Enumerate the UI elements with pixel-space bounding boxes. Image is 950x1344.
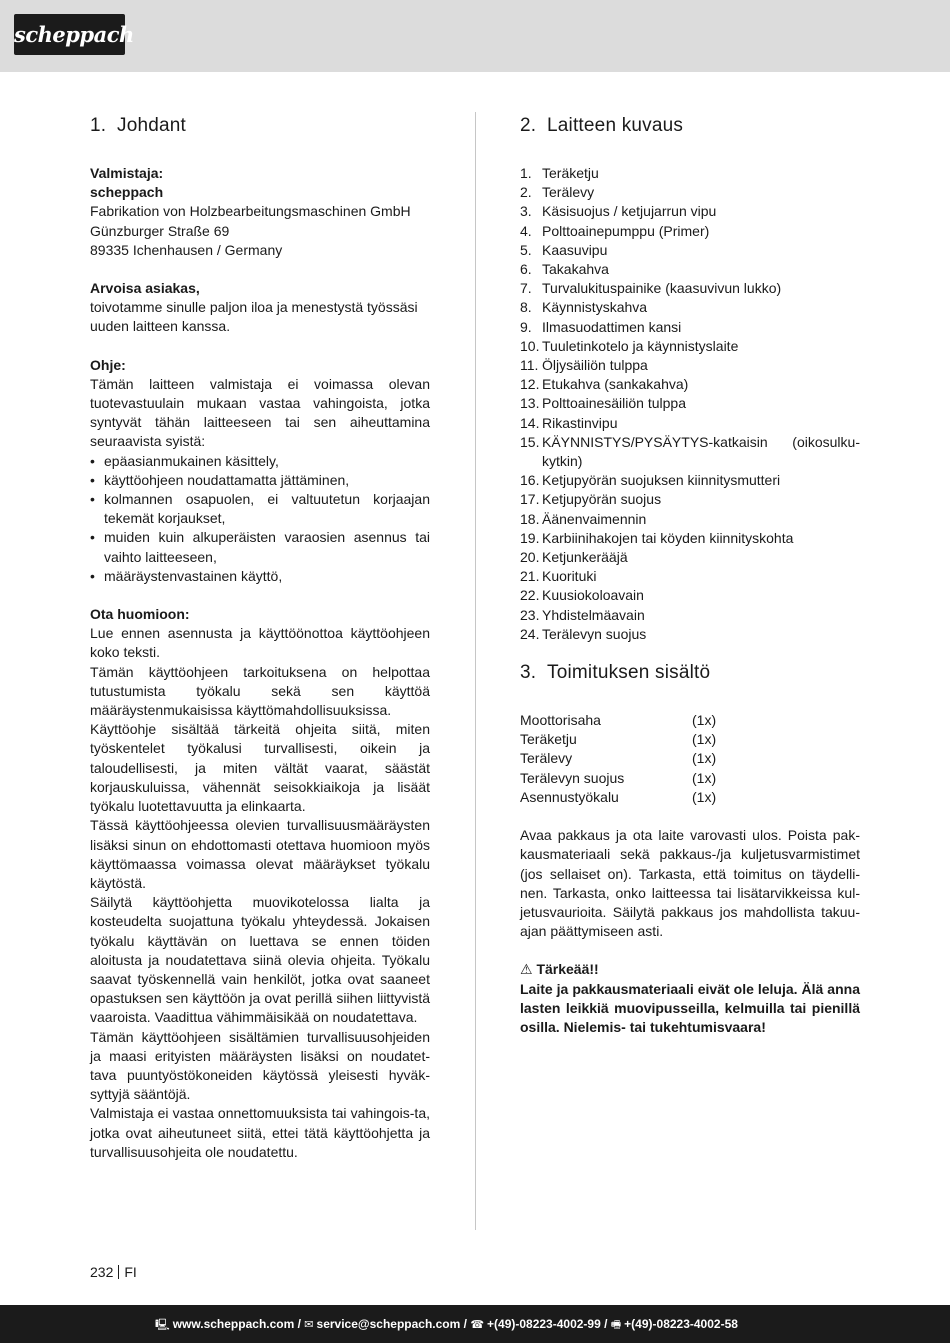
unpack-instructions: Avaa pakkaus ja ota laite varovasti ulos. Poista pak-kausmateriaali sekä pakkaus-/ja kuljetusvarmistimet (jos sellaiset on). Tarkasta, että toimitus on täydelli-nen. Tarkasta, onko laitteessa tai lisätarvikkeissa kul-jetusvaurioita. Säilytä pakkaus jos mahdollista takuu-ajan päättymiseen asti. <box>520 827 860 940</box>
parts-list-item <box>520 510 860 529</box>
left-column <box>90 112 430 1162</box>
parts-list-item <box>520 606 860 625</box>
part-name: Öljysäiliön tulppa <box>542 357 648 374</box>
table-row: Terälevy (1x) <box>520 750 717 767</box>
parts-list-item <box>520 490 860 509</box>
manufacturer-label: Valmistaja: <box>90 165 164 181</box>
parts-list-item <box>520 337 860 356</box>
part-number: 4. <box>520 222 532 239</box>
bullet-item: • muiden kuin alkuperäisten varaosien asennus tai vaihto laitteeseen, <box>90 528 430 566</box>
parts-list-item <box>520 394 860 413</box>
parts-list-item <box>520 241 860 260</box>
parts-list-item <box>520 567 860 586</box>
part-number: 5. <box>520 241 532 258</box>
part-name: Käynnistyskahva <box>542 299 648 316</box>
part-name: KÄYNNISTYS/PYSÄYTYS-katkaisin (oikosulku-kytkin) <box>542 433 860 470</box>
part-number: 8. <box>520 299 532 316</box>
computer-icon: 🖳 <box>155 1318 170 1331</box>
footer-contact-line: 🖳 www.scheppach.com / ✉ service@scheppach.com / ☎ +(49)-08223-4002-99 / 🖷 +(49)-08223-4002-58 <box>155 1317 738 1331</box>
note-bullet-list <box>90 452 430 586</box>
attention-paragraph: Tämän käyttöohjeen tarkoituksena on helpottaa tutustumista työkalu sekä sen käyttöä määräystenmukaisissa käyttömahdollisuuksissa. <box>90 663 430 719</box>
part-number: 17. <box>520 491 540 508</box>
part-name: Rikastinvipu <box>542 414 618 431</box>
part-name: Kuorituki <box>542 568 597 585</box>
bullet-item: • kolmannen osapuolen, ei valtuutetun korjaajan tekemät korjaukset, <box>90 490 430 528</box>
parts-list-item <box>520 202 860 221</box>
part-number: 14. <box>520 414 540 431</box>
parts-list-item <box>520 318 860 337</box>
delivery-contents-table <box>520 711 716 807</box>
parts-list-item <box>520 625 860 644</box>
attention-title: Ota huomioon: <box>90 606 190 623</box>
attention-paragraph: Lue ennen asennusta ja käyttöönottoa käyttöohjeen koko teksti. <box>90 625 430 661</box>
note-text: Tämän laitteen valmistaja ei voimassa olevan tuotevastuulain mukaan vastaa vahingoista, jotka syntyvät tähän laitteeseen tai sen aiheuttamina seuraavista syistä: <box>90 375 430 450</box>
part-name: Ketjunkerääjä <box>542 549 628 566</box>
part-name: Ketjupyörän suojus <box>542 491 662 508</box>
part-number: 2. <box>520 184 532 201</box>
part-number: 21. <box>520 568 540 585</box>
attention-paragraph: Säilytä käyttöohjetta muovikotelossa lialta ja kosteudelta suojattuna työkalu yhteydessä. Jokaisen työkalu käyttävän on luettava se ennen töiden aloitusta ja noudatettava siinä olevia ohjeita. Työkalu saavat työskennellä vain henkilöt, jotka ovat saaneet opastuksen sen käyttöön ja ovat perillä siihen liittyvistä vaaroista. Vaadittua vähimmäisikää on noudatettava. <box>90 894 430 1026</box>
part-number: 23. <box>520 606 540 623</box>
fax-icon: 🖷 <box>610 1318 622 1331</box>
parts-list <box>520 164 860 644</box>
part-name: Käsisuojus / ketjujarrun vipu <box>542 203 717 220</box>
parts-list-item <box>520 471 860 490</box>
part-number: 11. <box>520 357 539 374</box>
greeting-text: toivotamme sinulle paljon iloa ja menestystä työssäsi uuden laitteen kanssa. <box>90 299 418 335</box>
section-heading-introduction: 1. Johdant <box>90 115 187 136</box>
right-column <box>520 112 860 1037</box>
note-title: Ohje: <box>90 356 126 373</box>
part-number: 16. <box>520 472 540 489</box>
bullet-item: • epäasianmukainen käsittely, <box>90 452 430 471</box>
part-number: 1. <box>520 165 532 181</box>
column-divider <box>475 112 476 1230</box>
parts-list-item <box>520 548 860 567</box>
part-number: 9. <box>520 318 532 335</box>
bullet-item: • määräystenvastainen käyttö, <box>90 567 430 586</box>
footer-bar <box>0 1305 950 1343</box>
table-row: Asennustyökalu (1x) <box>520 788 717 805</box>
attention-paragraph: Tässä käyttöohjeessa olevien turvallisuusmääräysten lisäksi sinun on ehdottomasti otettava huomioon myös käyttömaassa voimassa olevat määräykset työkalu käytöstä. <box>90 817 430 891</box>
part-name: Takakahva <box>542 261 609 278</box>
parts-list-item <box>520 356 860 375</box>
greeting-title: Arvoisa asiakas, <box>90 280 200 297</box>
attention-paragraph: Käyttöohje sisältää tärkeitä ohjeita siitä, miten työskentelet työkalusi turvallisesti, oikein ja taloudellisesti, ja miten vältät vaarat, säästät korjauskuluissa, vähennät seisokkiaikoja ja lisäät työkalu luotettavuutta ja elinkaarta. <box>90 721 430 815</box>
parts-list-item <box>520 183 860 202</box>
part-name: Polttoainepumppu (Primer) <box>542 222 710 239</box>
part-name: Terälevyn suojus <box>542 625 647 642</box>
part-number: 6. <box>520 261 532 278</box>
part-number: 22. <box>520 587 540 604</box>
part-name: Yhdistelmäavain <box>542 606 645 623</box>
part-name: Äänenvaimennin <box>542 510 647 527</box>
fax-number: +(49)-08223-4002-58 <box>624 1317 738 1331</box>
parts-list-item <box>520 529 860 548</box>
bullet-item: • käyttöohjeen noudattamatta jättäminen, <box>90 471 430 490</box>
part-number: 10. <box>520 337 540 354</box>
part-name: Karbiinihakojen tai köyden kiinnityskohta <box>542 529 794 546</box>
parts-list-item <box>520 298 860 317</box>
warning-text: Laite ja pakkausmateriaali eivät ole leluja. Älä anna lasten leikkiä muovipusseilla, kelmuilla tai pienillä osilla. Nielemis- tai tukehtumisvaara! <box>520 980 860 1035</box>
part-number: 20. <box>520 549 540 566</box>
part-number: 24. <box>520 625 540 642</box>
parts-list-item <box>520 279 860 298</box>
table-row: Teräketju (1x) <box>520 731 717 748</box>
part-name: Etukahva (sankakahva) <box>542 376 689 393</box>
parts-list-item <box>520 433 860 471</box>
parts-list-item <box>520 164 860 183</box>
phone-number: +(49)-08223-4002-99 <box>487 1317 601 1331</box>
section-heading-description: 2. Laitteen kuvaus <box>520 115 684 136</box>
warning-title: ⚠ Tärkeää!! <box>520 961 599 978</box>
section-heading-contents: 3. Toimituksen sisältö <box>520 662 711 684</box>
part-number: 7. <box>520 280 532 297</box>
part-name: Ilmasuodattimen kansi <box>542 318 682 335</box>
part-number: 19. <box>520 529 540 546</box>
parts-list-item <box>520 375 860 394</box>
part-name: Kuusiokoloavain <box>542 587 644 604</box>
part-name: Ketjupyörän suojuksen kiinnitysmutteri <box>542 472 781 489</box>
phone-icon: ☎ <box>470 1318 485 1331</box>
warning-icon: ⚠ <box>520 961 533 978</box>
scheppach-logo: scheppach <box>14 14 125 55</box>
address-line: Fabrikation von Holzbearbeitungsmaschinen GmbH <box>90 203 411 220</box>
table-row: Moottorisaha (1x) <box>520 712 717 729</box>
part-number: 3. <box>520 203 532 220</box>
address-line: 89335 Ichenhausen / Germany <box>90 241 283 258</box>
manufacturer-name: scheppach <box>90 184 164 201</box>
parts-list-item <box>520 586 860 605</box>
part-name: Turvalukituspainike (kaasuvivun lukko) <box>542 280 782 297</box>
attention-paragraph: Valmistaja ei vastaa onnettomuuksista tai vahingois-ta, jotka ovat aiheutuneet siitä, ettei tätä käyttöohjetta ja turvallisuusohjeita ole noudatettu. <box>90 1105 430 1160</box>
part-name: Polttoainesäiliön tulppa <box>542 395 686 412</box>
header-bar <box>0 0 950 72</box>
part-name: Tuuletinkotelo ja käynnistyslaite <box>542 337 739 354</box>
attention-paragraph: Tämän käyttöohjeen sisältämien turvallisuusohjeiden ja maasi erityisten määräysten lisäksi on noudatet-tava puuntyöstökoneiden käytössä yleisesti hyväk-syttyjä sääntöjä. <box>90 1028 430 1103</box>
parts-list-item <box>520 260 860 279</box>
page-number-separator <box>118 1265 119 1279</box>
part-name: Teräketju <box>542 165 599 181</box>
email-link[interactable]: service@scheppach.com <box>316 1317 461 1331</box>
website-link[interactable]: www.scheppach.com <box>172 1317 295 1331</box>
parts-list-item <box>520 222 860 241</box>
part-number: 13. <box>520 395 540 412</box>
part-number: 18. <box>520 510 540 527</box>
part-name: Kaasuvipu <box>542 241 608 258</box>
page-number: 232 FI <box>90 1264 137 1280</box>
part-number: 15. <box>520 433 540 450</box>
address-line: Günzburger Straße 69 <box>90 222 230 239</box>
part-number: 12. <box>520 376 540 393</box>
table-row: Terälevyn suojus (1x) <box>520 769 717 786</box>
parts-list-item <box>520 414 860 433</box>
part-name: Terälevy <box>542 184 595 201</box>
mail-icon: ✉ <box>304 1318 314 1331</box>
